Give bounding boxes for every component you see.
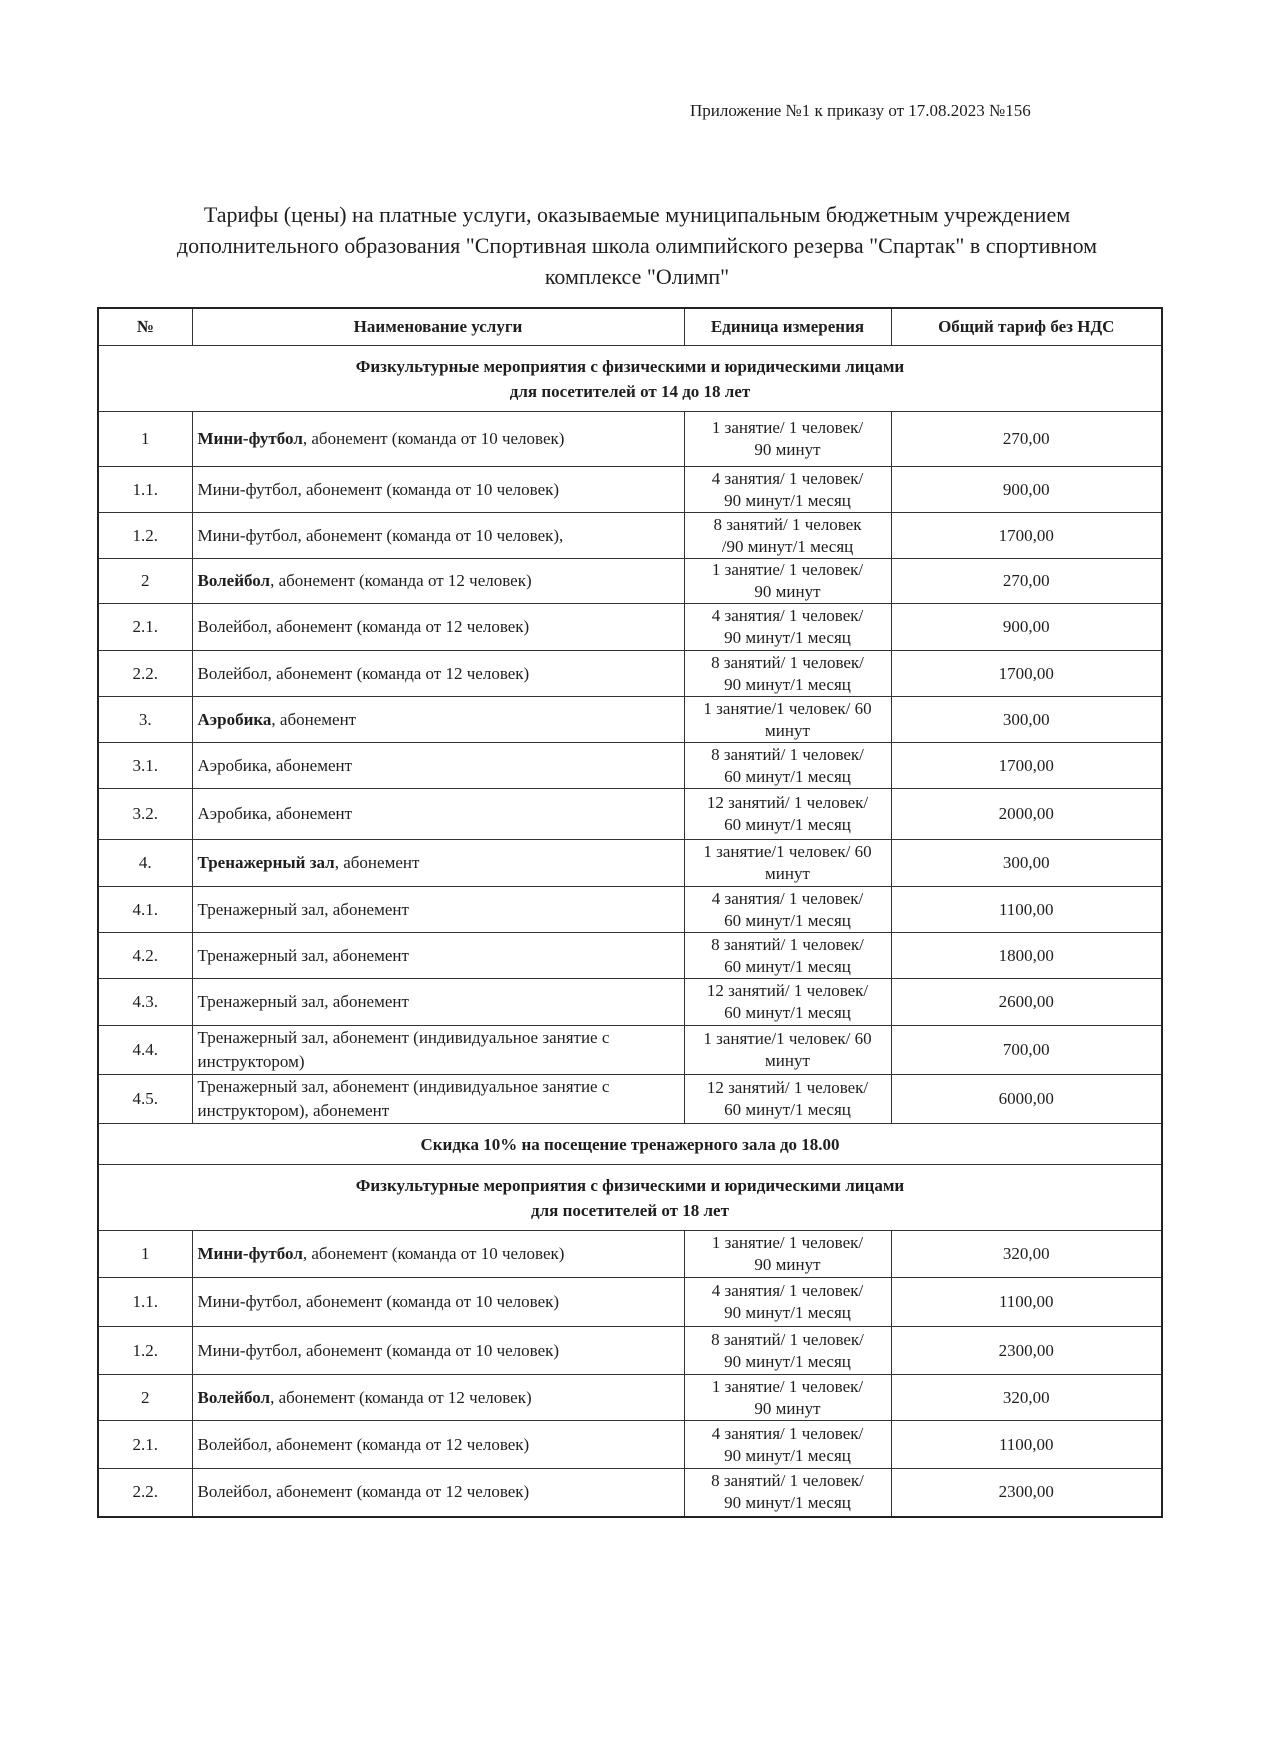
- unit-line: /90 минут/1 месяц: [721, 536, 854, 556]
- tariff-price: 270,00: [891, 559, 1162, 604]
- service-name: [192, 887, 684, 933]
- unit-of-measure: [684, 840, 891, 887]
- row-number: 2: [98, 1375, 192, 1421]
- column-header-service: Наименование услуги: [192, 308, 684, 346]
- service-name: [192, 789, 684, 840]
- service-name-text: , абонемент: [334, 853, 420, 872]
- table-row: [98, 412, 1162, 467]
- table-row: [98, 1327, 1162, 1375]
- service-name: [192, 979, 684, 1026]
- service-name-bold: Мини-футбол: [197, 429, 303, 448]
- tariff-price: 1800,00: [891, 933, 1162, 979]
- unit-of-measure: [684, 1469, 891, 1517]
- tariff-price: 1700,00: [891, 513, 1162, 559]
- unit-of-measure: [684, 743, 891, 789]
- service-name: [192, 1327, 684, 1375]
- table-row: [98, 559, 1162, 604]
- column-header-number: №: [98, 308, 192, 346]
- unit-line: 8 занятий/ 1 человек/: [711, 1471, 864, 1491]
- unit-of-measure: [684, 1421, 891, 1469]
- tariff-table: [97, 307, 1163, 1518]
- unit-of-measure: [684, 559, 891, 604]
- unit-line: 1 занятие/1 человек/ 60: [703, 698, 872, 718]
- service-name: [192, 933, 684, 979]
- unit-line: 1 занятие/ 1 человек/: [711, 418, 864, 437]
- service-name-text: Тренажерный зал, абонемент: [197, 945, 409, 965]
- tariff-price: 1700,00: [891, 651, 1162, 697]
- service-name: [192, 1231, 684, 1278]
- title-line: комплексе "Олимп": [544, 264, 730, 289]
- table-row: [98, 1231, 1162, 1278]
- unit-line: 90 минут/1 месяц: [724, 1351, 851, 1371]
- unit-line: 1 занятие/ 1 человек/: [711, 1233, 864, 1252]
- title-line: дополнительного образования "Спортивная школа олимпийского резерва "Спартак" в спортивном: [176, 233, 1098, 258]
- table-row: [98, 1278, 1162, 1327]
- row-number: 4.2.: [98, 933, 192, 979]
- unit-line: 8 занятий/ 1 человек/: [711, 934, 864, 954]
- row-number: 4.4.: [98, 1026, 192, 1075]
- document-title: [95, 199, 1179, 292]
- unit-of-measure: [684, 697, 891, 743]
- service-name-text: Тренажерный зал, абонемент (индивидуальное занятие с инструктором): [197, 1028, 610, 1071]
- table-row: [98, 651, 1162, 697]
- service-name-bold: Аэробика: [197, 709, 272, 729]
- service-name: [192, 1421, 684, 1469]
- service-name-text: Тренажерный зал, абонемент: [197, 992, 409, 1011]
- unit-of-measure: [684, 1375, 891, 1421]
- unit-line: 90 минут: [754, 1398, 821, 1418]
- table-row: [98, 697, 1162, 743]
- table-row: [98, 840, 1162, 887]
- row-number: 2.1.: [98, 604, 192, 651]
- service-name-text: , абонемент (команда от 12 человек): [270, 571, 532, 590]
- row-number: 4.1.: [98, 887, 192, 933]
- row-number: 4.: [98, 840, 192, 887]
- unit-of-measure: [684, 1231, 891, 1278]
- service-name: [192, 513, 684, 559]
- service-name-text: Мини-футбол, абонемент (команда от 10 человек): [197, 479, 560, 499]
- column-header-unit: Единица измерения: [684, 308, 891, 346]
- unit-line: минут: [765, 864, 810, 883]
- table-row: [98, 1075, 1162, 1124]
- service-name: [192, 1375, 684, 1421]
- row-number: 2.2.: [98, 651, 192, 697]
- tariff-price: 300,00: [891, 697, 1162, 743]
- unit-of-measure: [684, 1327, 891, 1375]
- tariff-price: 6000,00: [891, 1075, 1162, 1124]
- service-name-text: Мини-футбол, абонемент (команда от 10 человек): [197, 1292, 560, 1311]
- service-name: [192, 604, 684, 651]
- table-row: [98, 604, 1162, 651]
- unit-line: 60 минут/1 месяц: [724, 910, 851, 930]
- section-title-line: Физкультурные мероприятия с физическими и юридическими лицами: [355, 1175, 905, 1195]
- table-row: [98, 743, 1162, 789]
- table-row: [98, 1469, 1162, 1517]
- unit-line: 1 занятие/1 человек/ 60: [703, 1029, 872, 1048]
- table-row: [98, 887, 1162, 933]
- unit-of-measure: [684, 887, 891, 933]
- service-name-text: Мини-футбол, абонемент (команда от 10 человек): [197, 1340, 560, 1360]
- unit-line: 90 минут/1 месяц: [724, 1493, 851, 1513]
- unit-line: 1 занятие/ 1 человек/: [711, 560, 864, 579]
- service-name-text: , абонемент (команда от 10 человек): [302, 429, 565, 448]
- service-name: [192, 1278, 684, 1327]
- section-header-row: [98, 346, 1162, 412]
- table-body: [98, 346, 1162, 1517]
- row-number: 1.1.: [98, 467, 192, 513]
- unit-of-measure: [684, 604, 891, 651]
- tariff-price: 900,00: [891, 467, 1162, 513]
- row-number: 2.1.: [98, 1421, 192, 1469]
- unit-line: 12 занятий/ 1 человек/: [706, 981, 869, 1000]
- appendix-reference: Приложение №1 к приказу от 17.08.2023 №156: [690, 101, 1031, 120]
- unit-line: 4 занятия/ 1 человек/: [711, 468, 864, 488]
- service-name: [192, 1469, 684, 1517]
- section-title: [98, 346, 1162, 412]
- unit-of-measure: [684, 1278, 891, 1327]
- service-name-bold: Волейбол: [197, 1387, 271, 1407]
- tariff-price: 700,00: [891, 1026, 1162, 1075]
- row-number: 1.1.: [98, 1278, 192, 1327]
- row-number: 2.2.: [98, 1469, 192, 1517]
- unit-line: 4 занятия/ 1 человек/: [711, 1423, 864, 1443]
- service-name-text: Волейбол, абонемент (команда от 12 человек): [197, 617, 530, 636]
- unit-line: 60 минут/1 месяц: [724, 1003, 851, 1022]
- tariff-price: 1700,00: [891, 743, 1162, 789]
- row-number: 1.2.: [98, 1327, 192, 1375]
- section-header-row: [98, 1165, 1162, 1231]
- unit-line: 1 занятие/ 1 человек/: [711, 1376, 864, 1396]
- table-row: [98, 979, 1162, 1026]
- tariff-price: 2300,00: [891, 1327, 1162, 1375]
- unit-line: 60 минут/1 месяц: [724, 956, 851, 976]
- row-number: 4.3.: [98, 979, 192, 1026]
- service-name: [192, 840, 684, 887]
- tariff-price: 900,00: [891, 604, 1162, 651]
- service-name-text: , абонемент (команда от 10 человек): [302, 1244, 565, 1263]
- service-name-text: , абонемент (команда от 12 человек): [270, 1387, 532, 1407]
- unit-line: 8 занятий/ 1 человек/: [711, 652, 864, 672]
- service-name-bold: Тренажерный зал: [197, 853, 335, 872]
- unit-line: 8 занятий/ 1 человек/: [711, 1329, 864, 1349]
- tariff-price: 2000,00: [891, 789, 1162, 840]
- tariff-price: 300,00: [891, 840, 1162, 887]
- table-row: [98, 1375, 1162, 1421]
- unit-line: 90 минут: [754, 440, 821, 459]
- table-row: [98, 933, 1162, 979]
- unit-of-measure: [684, 651, 891, 697]
- unit-of-measure: [684, 933, 891, 979]
- section-title-line: для посетителей от 14 до 18 лет: [509, 381, 751, 401]
- unit-of-measure: [684, 1026, 891, 1075]
- unit-line: 90 минут/1 месяц: [724, 490, 851, 510]
- tariff-price: 1100,00: [891, 1421, 1162, 1469]
- table-row: [98, 467, 1162, 513]
- unit-of-measure: [684, 513, 891, 559]
- service-name-text: Мини-футбол, абонемент (команда от 10 человек),: [197, 525, 564, 545]
- service-name: [192, 1075, 684, 1124]
- section-title-line: Физкультурные мероприятия с физическими и юридическими лицами: [355, 356, 905, 376]
- unit-of-measure: [684, 979, 891, 1026]
- unit-of-measure: [684, 789, 891, 840]
- unit-of-measure: [684, 412, 891, 467]
- unit-line: 90 минут: [754, 1255, 821, 1274]
- unit-line: 12 занятий/ 1 человек/: [706, 1078, 869, 1097]
- column-header-tariff: Общий тариф без НДС: [891, 308, 1162, 346]
- service-name: [192, 412, 684, 467]
- row-number: 3.1.: [98, 743, 192, 789]
- unit-line: 4 занятия/ 1 человек/: [711, 606, 864, 625]
- service-name: [192, 651, 684, 697]
- row-number: 1: [98, 1231, 192, 1278]
- service-name: [192, 467, 684, 513]
- table-header-row: [98, 308, 1162, 346]
- service-name-text: Волейбол, абонемент (команда от 12 человек): [197, 1482, 530, 1502]
- tariff-price: 270,00: [891, 412, 1162, 467]
- tariff-price: 1100,00: [891, 1278, 1162, 1327]
- row-number: 4.5.: [98, 1075, 192, 1124]
- table-row: [98, 513, 1162, 559]
- tariff-price: 1100,00: [891, 887, 1162, 933]
- tariff-price: 320,00: [891, 1231, 1162, 1278]
- tariff-price: 320,00: [891, 1375, 1162, 1421]
- title-line: Тарифы (цены) на платные услуги, оказываемые муниципальным бюджетным учреждением: [203, 202, 1071, 227]
- unit-line: 90 минут: [754, 582, 821, 601]
- discount-note: Скидка 10% на посещение тренажерного зала до 18.00: [98, 1124, 1162, 1165]
- unit-line: 90 минут/1 месяц: [724, 1303, 851, 1322]
- row-number: 1.2.: [98, 513, 192, 559]
- service-name-text: Тренажерный зал, абонемент: [197, 899, 409, 919]
- unit-of-measure: [684, 1075, 891, 1124]
- unit-line: 60 минут/1 месяц: [724, 766, 851, 786]
- service-name-text: Аэробика, абонемент: [197, 804, 353, 823]
- row-number: 1: [98, 412, 192, 467]
- unit-line: 8 занятий/ 1 человек/: [711, 744, 864, 764]
- row-number: 3.2.: [98, 789, 192, 840]
- service-name-bold: Мини-футбол: [197, 1244, 303, 1263]
- unit-line: 4 занятия/ 1 человек/: [711, 1281, 864, 1300]
- unit-line: 1 занятие/1 человек/ 60: [703, 842, 872, 861]
- service-name: [192, 743, 684, 789]
- section-title-line: для посетителей от 18 лет: [531, 1200, 729, 1220]
- tariff-price: 2600,00: [891, 979, 1162, 1026]
- service-name-text: Волейбол, абонемент (команда от 12 человек): [197, 663, 530, 683]
- unit-line: 4 занятия/ 1 человек/: [711, 888, 864, 908]
- service-name-text: Аэробика, абонемент: [197, 755, 353, 775]
- unit-line: 8 занятий/ 1 человек: [713, 514, 862, 534]
- service-name-text: Тренажерный зал, абонемент (индивидуальное занятие с инструктором), абонемент: [197, 1077, 610, 1120]
- service-name: [192, 1026, 684, 1075]
- service-name-text: Волейбол, абонемент (команда от 12 человек): [197, 1434, 530, 1454]
- section-title: [98, 1165, 1162, 1231]
- service-name-bold: Волейбол: [197, 571, 271, 590]
- row-number: 2: [98, 559, 192, 604]
- discount-row: [98, 1124, 1162, 1165]
- service-name: [192, 697, 684, 743]
- unit-line: минут: [765, 1051, 810, 1070]
- service-name: [192, 559, 684, 604]
- table-row: [98, 1026, 1162, 1075]
- tariff-price: 2300,00: [891, 1469, 1162, 1517]
- table-row: [98, 1421, 1162, 1469]
- unit-line: 90 минут/1 месяц: [724, 1445, 851, 1465]
- unit-line: 60 минут/1 месяц: [724, 815, 851, 834]
- unit-line: 60 минут/1 месяц: [724, 1100, 851, 1119]
- service-name-text: , абонемент: [271, 709, 357, 729]
- table-row: [98, 789, 1162, 840]
- unit-line: 90 минут/1 месяц: [724, 674, 851, 694]
- unit-line: 12 занятий/ 1 человек/: [706, 793, 869, 812]
- unit-of-measure: [684, 467, 891, 513]
- unit-line: 90 минут/1 месяц: [724, 628, 851, 647]
- row-number: 3.: [98, 697, 192, 743]
- unit-line: минут: [765, 720, 810, 740]
